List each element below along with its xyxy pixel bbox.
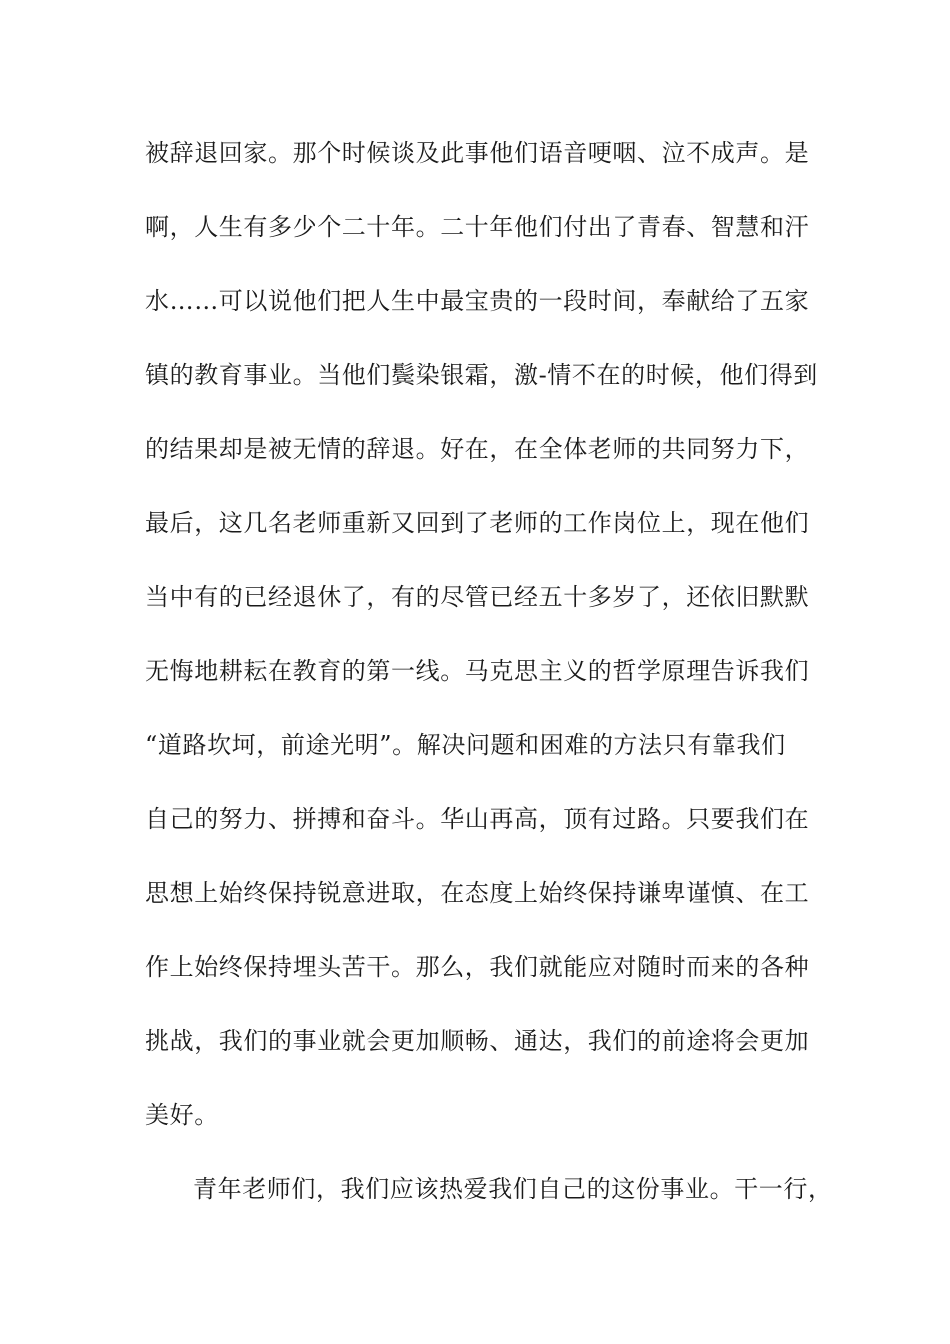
text-line: 最后，这几名老师重新又回到了老师的工作岗位上，现在他们 [145, 509, 810, 537]
text-line: 镇的教育事业。当他们鬓染银霜，激-情不在的时候，他们得到 [145, 361, 818, 389]
text-line: 美好。 [145, 1101, 219, 1129]
text-line: 的结果却是被无情的辞退。好在，在全体老师的共同努力下， [145, 435, 810, 463]
text-line: 啊，人生有多少个二十年。二十年他们付出了青春、智慧和汗 [145, 213, 810, 241]
paragraph-start-line: 青年老师们，我们应该热爱我们自己的这份事业。干一行， [193, 1175, 833, 1203]
text-line: 挑战，我们的事业就会更加顺畅、通达，我们的前途将会更加 [145, 1027, 810, 1055]
text-line: 自己的努力、拼搏和奋斗。华山再高，顶有过路。只要我们在 [145, 805, 810, 833]
text-line: 思想上始终保持锐意进取，在态度上始终保持谦卑谨慎、在工 [145, 879, 810, 907]
text-line: 无悔地耕耘在教育的第一线。马克思主义的哲学原理告诉我们 [145, 657, 810, 685]
text-line: 水……可以说他们把人生中最宝贵的一段时间，奉献给了五家 [145, 287, 810, 315]
text-line: 作上始终保持埋头苦干。那么，我们就能应对随时而来的各种 [145, 953, 810, 981]
text-line: 被辞退回家。那个时候谈及此事他们语音哽咽、泣不成声。是 [145, 139, 810, 167]
body-text [145, 128, 845, 1238]
text-line: “道路坎坷，前途光明”。解决问题和困难的方法只有靠我们 [145, 731, 786, 759]
text-line: 当中有的已经退休了，有的尽管已经五十多岁了，还依旧默默 [145, 583, 810, 611]
